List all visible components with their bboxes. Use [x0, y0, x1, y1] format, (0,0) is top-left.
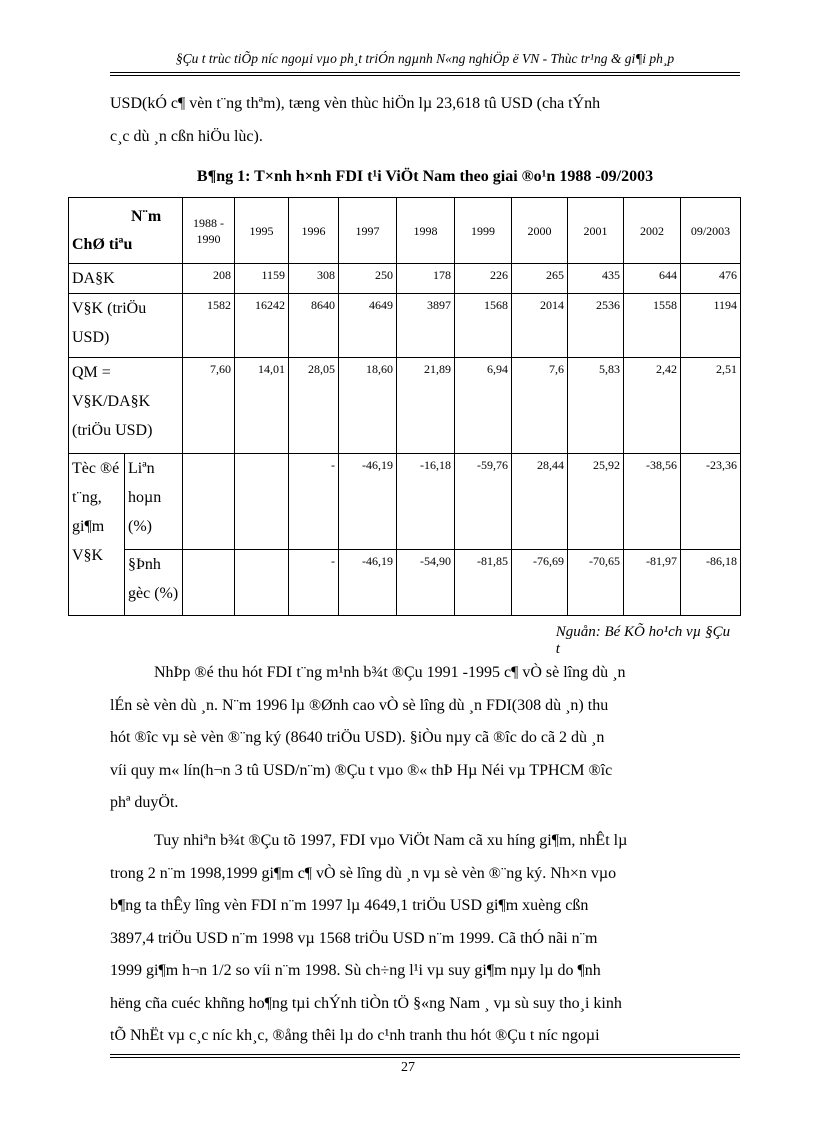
table-title: B¶ng 1: T×nh h×nh FDI t¹i ViÖt Nam theo giai ®o¹n 1988 -09/2003	[196, 168, 654, 185]
table-cell: 308	[289, 264, 339, 294]
table-cell: 1568	[455, 294, 512, 358]
table-source: Nguån: Bé KÕ ho¹ch vµ §Çu t	[555, 624, 731, 657]
year-header: 1996	[289, 198, 339, 264]
table-cell: -86,18	[681, 550, 741, 616]
paragraph-line: b¶ng ta thÊy lîng vèn FDI n¨m 1997 lµ 4649,1 triÖu USD gi¶m xuèng cßn	[110, 897, 589, 914]
intro-paragraph	[110, 88, 740, 153]
table-cell: -81,85	[455, 550, 512, 616]
table-row	[69, 550, 741, 616]
table-cell: -23,36	[681, 454, 741, 550]
year-header: 1999	[455, 198, 512, 264]
table-cell: -76,69	[512, 550, 568, 616]
row-label: Liªn hoµn (%)	[125, 454, 183, 550]
intro-line: USD(kÓ c¶ vèn t¨ng thªm), tæng vèn thùc hiÖn lµ 23,618 tû USD (cha tÝnh	[110, 95, 601, 112]
table-cell: -59,76	[455, 454, 512, 550]
table-cell: 435	[568, 264, 624, 294]
table-cell	[183, 550, 235, 616]
table-cell: 226	[455, 264, 512, 294]
table-cell: 476	[681, 264, 741, 294]
table-cell: -	[289, 550, 339, 616]
table-cell: 4649	[339, 294, 397, 358]
page-number: 27	[401, 1060, 415, 1075]
table-row	[69, 294, 741, 358]
year-header: 1988 - 1990	[183, 198, 235, 264]
table-header-row	[69, 198, 741, 264]
table-cell: 2014	[512, 294, 568, 358]
table-cell: -70,65	[568, 550, 624, 616]
paragraph-2	[110, 825, 740, 1053]
corner-cell	[69, 198, 183, 264]
paragraph-line: víi quy m« lín(h¬n 3 tû USD/n¨m) ®Çu t vµo ®« thÞ Hµ Néi vµ TPHCM ®îc	[110, 761, 613, 779]
row-label: QM = V§K/DA§K (triÖu USD)	[69, 358, 183, 454]
paragraph-line: 1999 gi¶m h¬n 1/2 so víi n¨m 1998. Sù ch÷ng l¹i vµ suy gi¶m nµy lµ do ¶nh	[110, 962, 601, 979]
running-header: §Çu t trùc tiÕp níc ngoµi vµo ph¸t triÓn ngµnh N«ng nghiÖp ë VN - Thùc tr¹ng & gi¶i ph¸p	[175, 51, 675, 66]
growth-group-label: Tèc ®é t¨ng, gi¶m V§K	[69, 454, 125, 616]
table-cell: 7,60	[183, 358, 235, 454]
paragraph-line: lÉn sè vèn dù ¸n. N¨m 1996 lµ ®Ønh cao vÒ sè lîng dù ¸n FDI(308 dù ¸n) thu	[110, 696, 609, 714]
table-cell: -81,97	[624, 550, 681, 616]
paragraph-1	[110, 657, 740, 820]
table-cell	[235, 550, 289, 616]
table-cell: 1159	[235, 264, 289, 294]
year-header: 1995	[235, 198, 289, 264]
table-cell: 5,83	[568, 358, 624, 454]
table-cell: -38,56	[624, 454, 681, 550]
table-cell: 2,42	[624, 358, 681, 454]
table-cell: 2,51	[681, 358, 741, 454]
table-cell: 28,05	[289, 358, 339, 454]
table-cell: -16,18	[397, 454, 455, 550]
year-header: 1997	[339, 198, 397, 264]
year-header: 2000	[512, 198, 568, 264]
table-row	[69, 454, 741, 550]
table-cell	[235, 454, 289, 550]
paragraph-line: 3897,4 triÖu USD n¨m 1998 vµ 1568 triÖu USD n¨m 1999. Cã thÓ nãi n¨m	[110, 929, 598, 947]
table-cell: 1582	[183, 294, 235, 358]
year-header: 2001	[568, 198, 624, 264]
table-cell: 16242	[235, 294, 289, 358]
table-cell: 3897	[397, 294, 455, 358]
table-cell: 265	[512, 264, 568, 294]
paragraph-line: tÕ NhËt vµ c¸c níc kh¸c, ®ång thêi lµ do c¹nh tranh thu hót ®Çu t níc ngoµi	[110, 1027, 600, 1044]
table-cell: 25,92	[568, 454, 624, 550]
table-cell: 2536	[568, 294, 624, 358]
table-cell: -46,19	[339, 550, 397, 616]
table-cell: 6,94	[455, 358, 512, 454]
table-cell: 1558	[624, 294, 681, 358]
table-cell	[183, 454, 235, 550]
paragraph-line: trong 2 n¨m 1998,1999 gi¶m c¶ vÒ sè lîng dù ¸n vµ sè vèn ®¨ng ký. Nh×n vµo	[110, 864, 617, 882]
corner-year: N¨m	[131, 208, 162, 225]
corner-indicator: ChØ tiªu	[72, 236, 133, 253]
table-cell: -	[289, 454, 339, 550]
table-cell: 18,60	[339, 358, 397, 454]
table-cell: 7,6	[512, 358, 568, 454]
year-header: 1998	[397, 198, 455, 264]
intro-line: c¸c dù ¸n cßn hiÖu lùc).	[110, 127, 263, 145]
header-rule-second	[110, 75, 740, 76]
table-cell: 14,01	[235, 358, 289, 454]
footer-rule-second	[110, 1057, 740, 1058]
paragraph-line: NhÞp ®é thu hót FDI t¨ng m¹nh b¾t ®Çu 1991 -1995 c¶ vÒ sè lîng dù ¸n	[154, 664, 626, 681]
table-cell: -46,19	[339, 454, 397, 550]
year-header: 2002	[624, 198, 681, 264]
header-rule	[110, 72, 740, 73]
year-header: 09/2003	[681, 198, 741, 264]
table-cell: 208	[183, 264, 235, 294]
footer-rule	[110, 1054, 740, 1055]
row-label: V§K (triÖu USD)	[69, 294, 183, 358]
paragraph-line: hót ®îc vµ sè vèn ®¨ng ký (8640 triÖu USD). §iÒu nµy cã ®îc do cã 2 dù ¸n	[110, 729, 605, 746]
table-row	[69, 358, 741, 454]
table-cell: -54,90	[397, 550, 455, 616]
paragraph-line: Tuy nhiªn b¾t ®Çu tõ 1997, FDI vµo ViÖt Nam cã xu híng gi¶m, nhÊt lµ	[154, 832, 628, 849]
row-label: §Þnh gèc (%)	[125, 550, 183, 616]
paragraph-line: hëng cña cuéc khñng ho¶ng tµi chÝnh tiÒn tÖ §«ng Nam ¸ vµ sù suy tho¸i kinh	[110, 994, 622, 1012]
table-cell: 178	[397, 264, 455, 294]
fdi-table	[68, 197, 741, 616]
paragraph-line: phª duyÖt.	[110, 794, 179, 811]
table-row	[69, 264, 741, 294]
row-label: DA§K	[69, 264, 183, 294]
table-cell: 250	[339, 264, 397, 294]
table-cell: 644	[624, 264, 681, 294]
table-cell: 28,44	[512, 454, 568, 550]
table-cell: 8640	[289, 294, 339, 358]
table-cell: 21,89	[397, 358, 455, 454]
table-cell: 1194	[681, 294, 741, 358]
